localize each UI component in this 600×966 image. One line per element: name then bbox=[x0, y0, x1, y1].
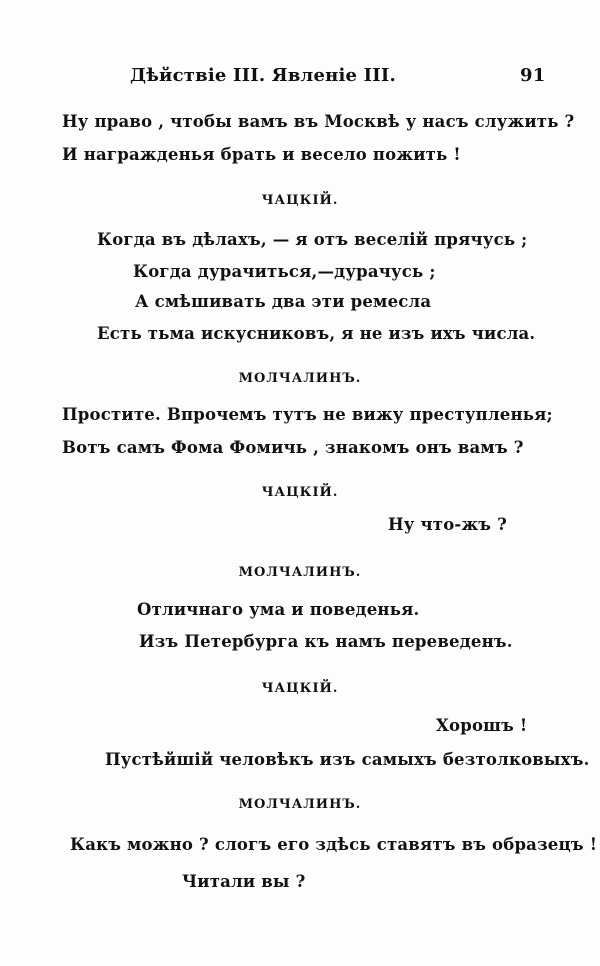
verse-line: Когда дурачиться,—дурачусь ; bbox=[133, 262, 436, 281]
verse-line: Пустѣйшій человѣкъ изъ самыхъ безтолковыхъ. bbox=[105, 750, 590, 769]
speaker-name: МОЛЧАЛИНЪ. bbox=[238, 565, 362, 580]
verse-line: Хорошъ ! bbox=[436, 716, 528, 735]
verse-line: Какъ можно ? слогъ его здѣсь ставятъ въ образецъ ! bbox=[70, 835, 598, 854]
verse-line: Изъ Петербурга къ намъ переведенъ. bbox=[139, 632, 513, 651]
verse-line: Читали вы ? bbox=[182, 872, 306, 891]
running-header: Дѣйствіе III. Явленіе III. bbox=[130, 65, 396, 86]
verse-line: А смѣшивать два эти ремесла bbox=[135, 292, 432, 311]
verse-line: Ну право , чтобы вамъ въ Москвѣ у насъ служить ? bbox=[62, 112, 575, 131]
verse-line: Ну что-жъ ? bbox=[388, 515, 507, 534]
verse-line: Простите. Впрочемъ тутъ не вижу преступленья; bbox=[62, 405, 553, 424]
verse-line: Есть тьма искусниковъ, я не изъ ихъ числа. bbox=[97, 324, 536, 343]
speaker-name: ЧАЦКІЙ. bbox=[261, 193, 339, 208]
speaker-name: МОЛЧАЛИНЪ. bbox=[238, 797, 362, 812]
page-number: 91 bbox=[520, 65, 546, 86]
speaker-name: ЧАЦКІЙ. bbox=[261, 485, 339, 500]
verse-line: И награжденья брать и весело пожить ! bbox=[62, 145, 461, 164]
speaker-name: ЧАЦКІЙ. bbox=[261, 681, 339, 696]
verse-line: Вотъ самъ Фома Фомичь , знакомъ онъ вамъ ? bbox=[62, 438, 524, 457]
verse-line: Когда въ дѣлахъ, — я отъ веселій прячусь ; bbox=[97, 230, 528, 249]
speaker-name: МОЛЧАЛИНЪ. bbox=[238, 371, 362, 386]
verse-line: Отличнаго ума и поведенья. bbox=[137, 600, 420, 619]
